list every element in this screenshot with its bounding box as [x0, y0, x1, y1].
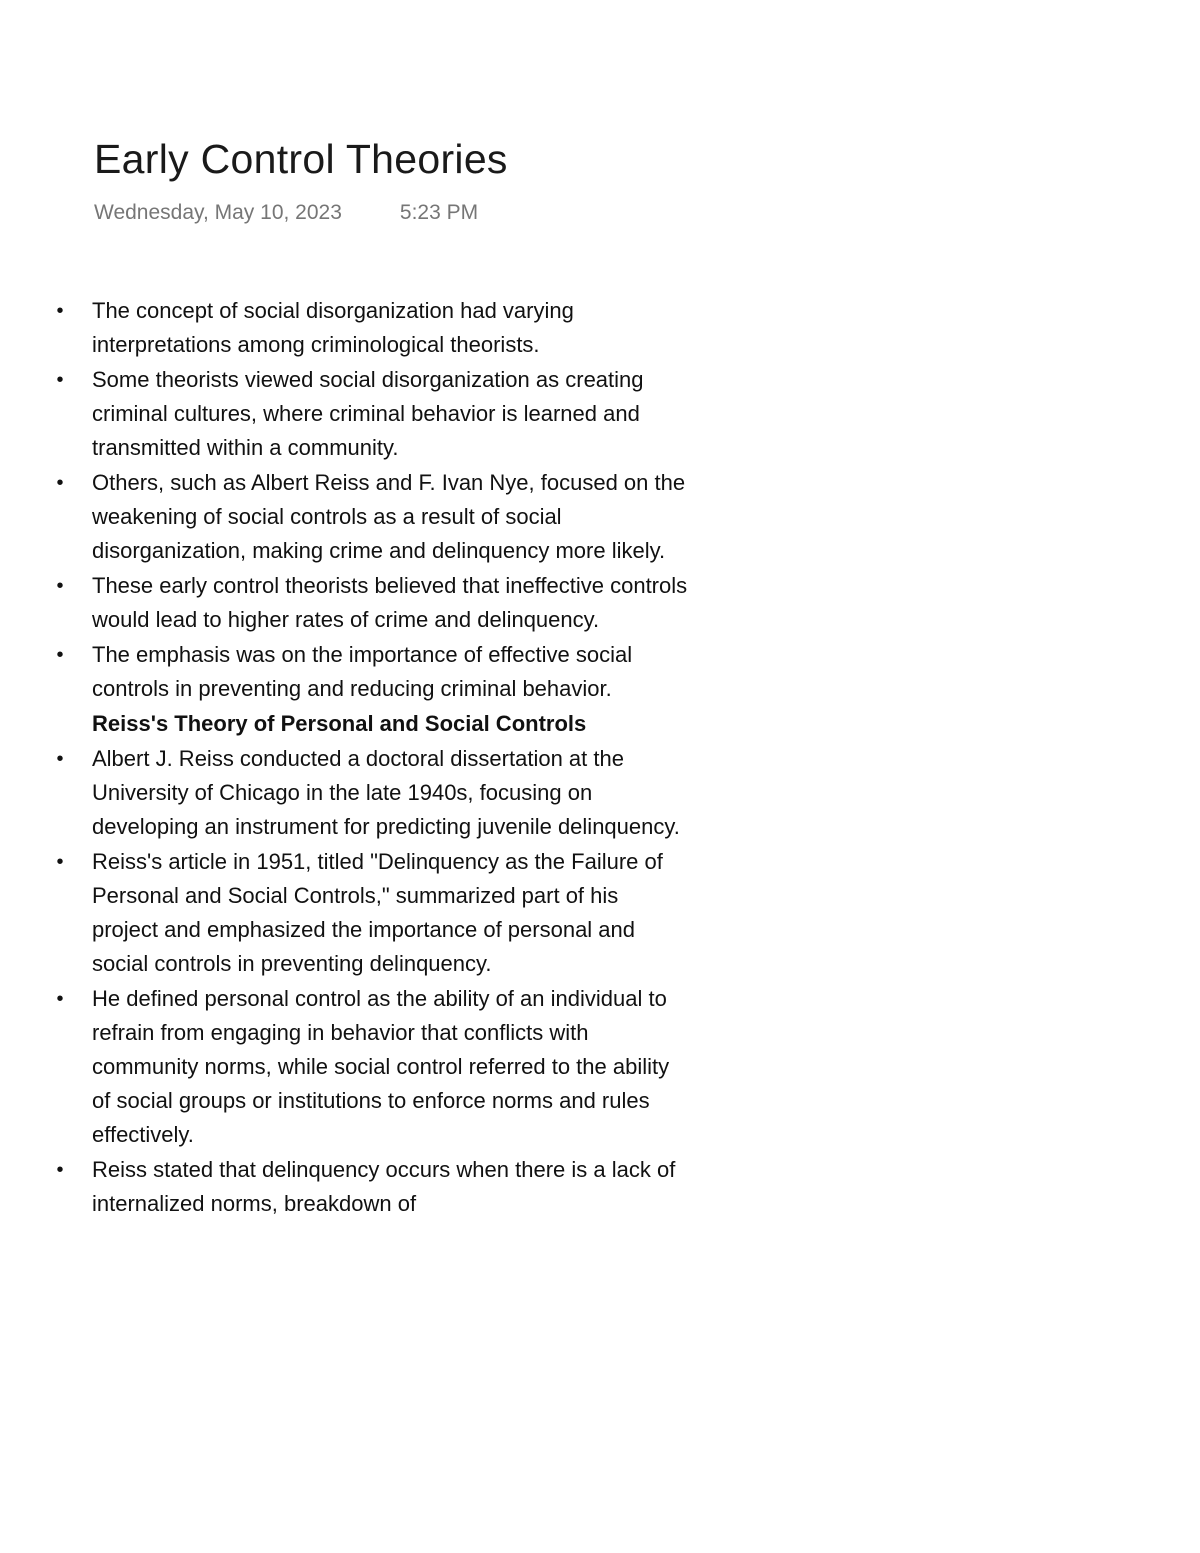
- bullet-icon: •: [56, 369, 64, 391]
- list-item: [48, 294, 688, 362]
- list-item-text: The emphasis was on the importance of effective social controls in preventing and reducing criminal behavior.: [92, 642, 633, 701]
- list-item: [48, 569, 688, 637]
- bullet-icon: •: [56, 644, 64, 666]
- notes-list: [48, 294, 688, 1222]
- list-item: [48, 466, 688, 568]
- bullet-icon: •: [56, 851, 64, 873]
- list-item: [48, 363, 688, 465]
- bullet-icon: •: [56, 1159, 64, 1181]
- bullet-icon: •: [56, 300, 64, 322]
- bullet-icon: •: [56, 472, 64, 494]
- list-item-text: Reiss's article in 1951, titled "Delinquency as the Failure of Personal and Social Controls," summarized part of his project and emphasized the importance of personal and social controls in preventing delinquency.: [92, 849, 663, 976]
- list-item: [48, 742, 688, 844]
- list-item-text: He defined personal control as the ability of an individual to refrain from engaging in behavior that conflicts with community norms, while social control referred to the ability of social groups or institutions to enforce norms and rules effectively.: [92, 986, 670, 1147]
- list-item: [48, 845, 688, 981]
- list-item-text: These early control theorists believed that ineffective controls would lead to higher rates of crime and delinquency.: [92, 573, 688, 632]
- list-item-text: Others, such as Albert Reiss and F. Ivan Nye, focused on the weakening of social controls as a result of social disorganization, making crime and delinquency more likely.: [92, 470, 686, 563]
- bullet-icon: •: [56, 988, 64, 1010]
- bullet-icon: •: [56, 748, 64, 770]
- page-title: Early Control Theories: [94, 136, 508, 182]
- list-item: [48, 982, 688, 1152]
- bullet-icon: •: [56, 575, 64, 597]
- note-date: Wednesday, May 10, 2023: [94, 201, 342, 224]
- list-item: [48, 1153, 688, 1221]
- note-timestamp: [94, 198, 478, 228]
- note-time: 5:23 PM: [399, 201, 479, 224]
- list-item: [48, 638, 688, 706]
- section-heading: [48, 707, 688, 741]
- list-item-text: The concept of social disorganization had varying interpretations among criminological theorists.: [92, 298, 574, 357]
- list-item-text: Reiss stated that delinquency occurs when there is a lack of internalized norms, breakdown of: [92, 1157, 676, 1216]
- section-heading-text: Reiss's Theory of Personal and Social Controls: [92, 711, 587, 736]
- list-item-text: Some theorists viewed social disorganization as creating criminal cultures, where criminal behavior is learned and transmitted within a community.: [92, 367, 644, 460]
- list-item-text: Albert J. Reiss conducted a doctoral dissertation at the University of Chicago in the late 1940s, focusing on developing an instrument for predicting juvenile delinquency.: [92, 746, 680, 839]
